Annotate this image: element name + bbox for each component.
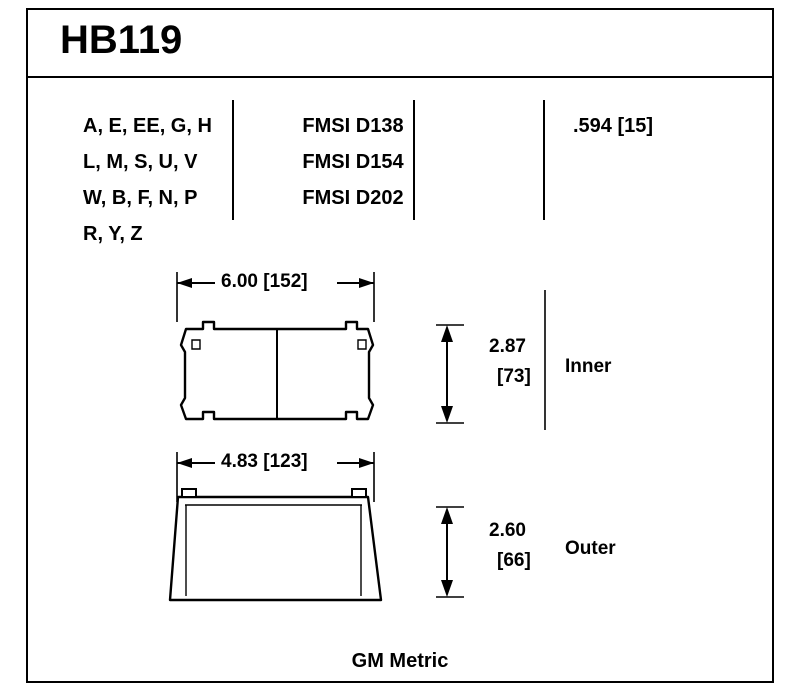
table-divider-right: [543, 100, 545, 220]
fmsi-row: FMSI D138: [302, 115, 404, 137]
outer-width-label: 4.83 [123]: [221, 451, 308, 472]
compound-row: R, Y, Z: [83, 223, 143, 245]
application-label: GM Metric: [351, 650, 449, 672]
spec-table: [28, 100, 772, 250]
page-title: HB119: [60, 18, 183, 62]
outer-height-label-in: 2.60: [489, 520, 526, 541]
title-divider: [28, 76, 772, 78]
compound-row: L, M, S, U, V: [83, 151, 198, 173]
compound-row: A, E, EE, G, H: [83, 115, 212, 137]
thickness-value: .594 [15]: [573, 115, 654, 137]
outer-side-label: Outer: [565, 538, 616, 559]
fmsi-row: FMSI D202: [302, 187, 404, 209]
compound-row: W, B, F, N, P: [83, 187, 198, 209]
outer-height-label-mm: [66]: [497, 550, 531, 571]
thickness-column: [573, 108, 753, 144]
inner-height-label-in: 2.87: [489, 336, 526, 357]
inner-height-label-mm: [73]: [497, 366, 531, 387]
fmsi-numbers-column: [268, 108, 438, 216]
fmsi-row: FMSI D154: [302, 151, 404, 173]
inner-side-label: Inner: [565, 356, 612, 377]
inner-width-label: 6.00 [152]: [221, 271, 308, 292]
compound-codes-column: [83, 108, 258, 252]
